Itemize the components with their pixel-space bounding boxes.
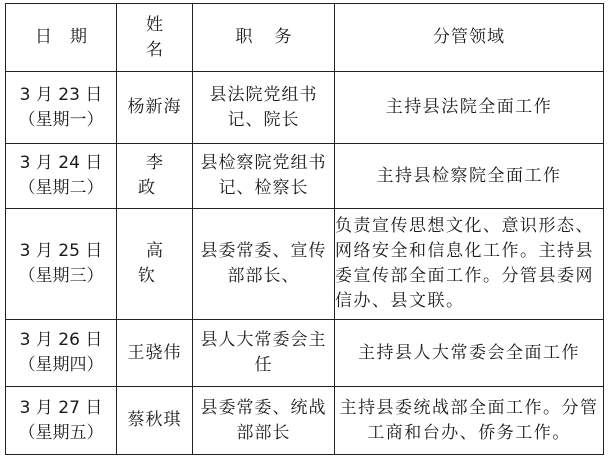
date-text: 3 月 27 日 — [19, 397, 103, 418]
header-title: 职务 — [193, 4, 335, 72]
table-row — [6, 387, 604, 455]
weekday-text: （星期三） — [18, 266, 104, 286]
scope-cell: 主持县检察院全面工作 — [335, 144, 604, 209]
header-scope: 分管领域 — [335, 4, 604, 72]
table-row — [6, 144, 604, 209]
name-cell: 杨新海 — [117, 72, 193, 144]
title-cell: 县委常委、宣传部部长、 — [193, 209, 335, 320]
header-row — [6, 4, 604, 72]
date-cell — [6, 320, 117, 387]
table-row — [6, 72, 604, 144]
date-cell — [6, 144, 117, 209]
header-name — [117, 4, 193, 72]
scope-cell: 负责宣传思想文化、意识形态、网络安全和信息化工作。主持县委宣传部全面工作。分管县委网信办、县文联。 — [335, 209, 604, 320]
date-text: 3 月 26 日 — [19, 330, 103, 350]
title-cell: 县委常委、统战部部长 — [193, 387, 335, 455]
name-cell: 高钦 — [117, 209, 193, 320]
date-cell — [6, 72, 117, 144]
date-cell — [6, 387, 117, 455]
leader-schedule-table — [5, 3, 604, 455]
title-cell: 县人大常委会主任 — [193, 320, 335, 387]
name-cell: 蔡秋琪 — [117, 387, 193, 455]
title-cell: 县检察院党组书记、检察长 — [193, 144, 335, 209]
table-row — [6, 320, 604, 387]
name-cell: 李政 — [117, 144, 193, 209]
date-text: 3 月 23 日 — [19, 84, 103, 105]
title-cell: 县法院党组书记、院长 — [193, 72, 335, 144]
header-date: 日期 — [6, 4, 117, 72]
scope-cell: 主持县法院全面工作 — [335, 72, 604, 144]
date-text: 3 月 24 日 — [19, 153, 103, 173]
weekday-text: （星期五） — [18, 422, 104, 443]
scope-cell: 主持县人大常委会全面工作 — [335, 320, 604, 387]
scope-cell: 主持县委统战部全面工作。分管工商和台办、侨务工作。 — [335, 387, 604, 455]
date-text: 3 月 25 日 — [19, 241, 103, 261]
date-cell — [6, 209, 117, 320]
header-name-line2: 名 — [146, 39, 163, 60]
weekday-text: （星期四） — [18, 355, 104, 375]
header-name-line1: 姓 — [146, 14, 163, 35]
weekday-text: （星期二） — [18, 178, 104, 198]
name-cell: 王骁伟 — [117, 320, 193, 387]
weekday-text: （星期一） — [18, 109, 104, 130]
table-row — [6, 209, 604, 320]
